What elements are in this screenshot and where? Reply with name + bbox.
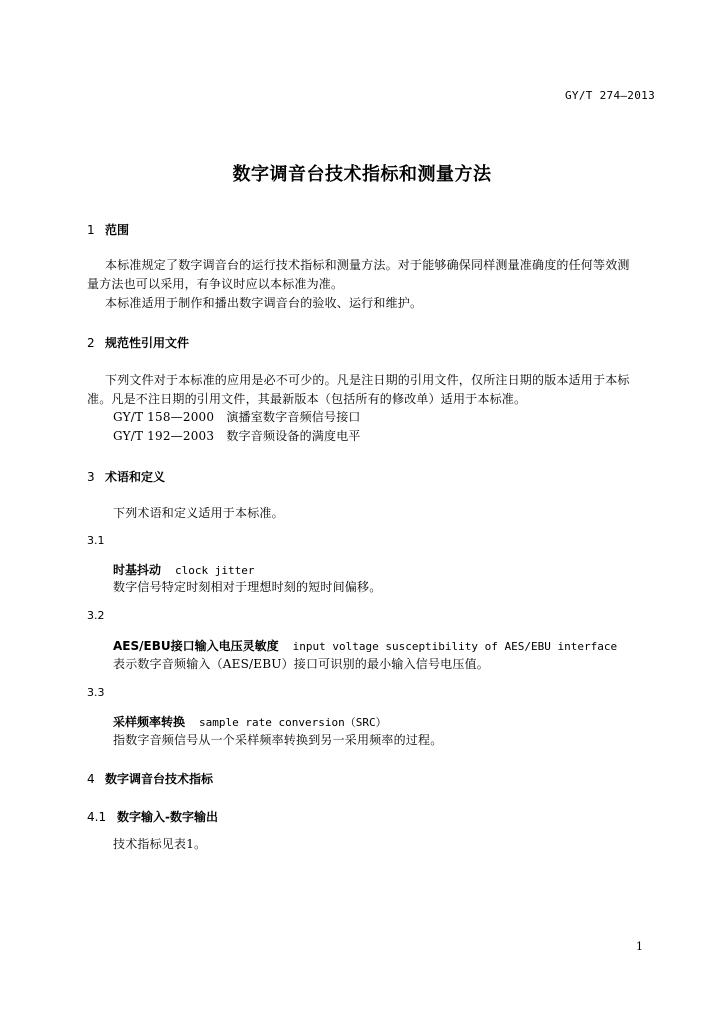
section-title: 术语和定义: [105, 470, 166, 484]
term-definition: 数字信号特定时刻相对于理想时刻的短时间偏移。: [113, 580, 382, 594]
references-paragraph-line-1: 下列文件对于本标准的应用是必不可少的。凡是注日期的引用文件，仅所注日期的版本适用于本标: [105, 373, 630, 387]
term-entry: [113, 561, 255, 578]
section-1-heading: [87, 221, 129, 238]
reference-item: GY/T 192—2003 数字音频设备的满度电平: [113, 429, 361, 443]
term-english: input voltage susceptibility of AES/EBU interface: [292, 640, 618, 653]
section-title: 数字调音台技术指标: [105, 772, 214, 786]
section-number: 1: [87, 223, 95, 237]
page-number: 1: [636, 940, 643, 953]
subsection-text: 技术指标见表1。: [113, 837, 207, 851]
subsection-number: 4.1: [87, 810, 107, 824]
section-3-heading: [87, 468, 165, 485]
clause-number: 3.1: [87, 534, 105, 547]
reference-item: GY/T 158—2000 演播室数字音频信号接口: [113, 410, 361, 424]
section-title: 规范性引用文件: [105, 336, 190, 350]
section-number: 2: [87, 336, 95, 350]
section-2-heading: [87, 334, 189, 351]
scope-paragraph-line-2: 量方法也可以采用，有争议时应以本标准为准。: [87, 277, 344, 291]
section-number: 3: [87, 470, 95, 484]
clause-number: 3.2: [87, 609, 105, 622]
document-title: 数字调音台技术指标和测量方法: [232, 164, 492, 185]
term-definition: 指数字音频信号从一个采样频率转换到另一采用频率的过程。: [113, 733, 443, 747]
section-4-heading: [87, 770, 213, 787]
term-definition: 表示数字音频输入（AES/EBU）接口可识别的最小输入信号电压值。: [113, 657, 489, 671]
term-entry: [113, 637, 617, 654]
term-english: sample rate conversion（SRC）: [199, 716, 387, 729]
section-title: 范围: [105, 223, 130, 237]
subsection-title: 数字输入-数字输出: [117, 810, 218, 824]
scope-paragraph-line-1: 本标准规定了数字调音台的运行技术指标和测量方法。对于能够确保同样测量准确度的任何等效测: [105, 258, 630, 272]
terms-intro: 下列术语和定义适用于本标准。: [113, 506, 284, 520]
term-entry: [113, 713, 387, 730]
scope-paragraph-2: 本标准适用于制作和播出数字调音台的验收、运行和维护。: [105, 296, 423, 310]
term-chinese: AES/EBU接口输入电压灵敏度: [113, 639, 279, 653]
term-chinese: 时基抖动: [113, 563, 162, 577]
subsection-4-1-heading: [87, 808, 218, 825]
term-english: clock jitter: [175, 564, 255, 577]
section-number: 4: [87, 772, 95, 786]
references-paragraph-line-2: 准。凡是不注日期的引用文件，其最新版本（包括所有的修改单）适用于本标准。: [87, 392, 527, 406]
term-chinese: 采样频率转换: [113, 715, 186, 729]
standard-code: GY/T 274—2013: [565, 89, 655, 102]
clause-number: 3.3: [87, 686, 105, 699]
